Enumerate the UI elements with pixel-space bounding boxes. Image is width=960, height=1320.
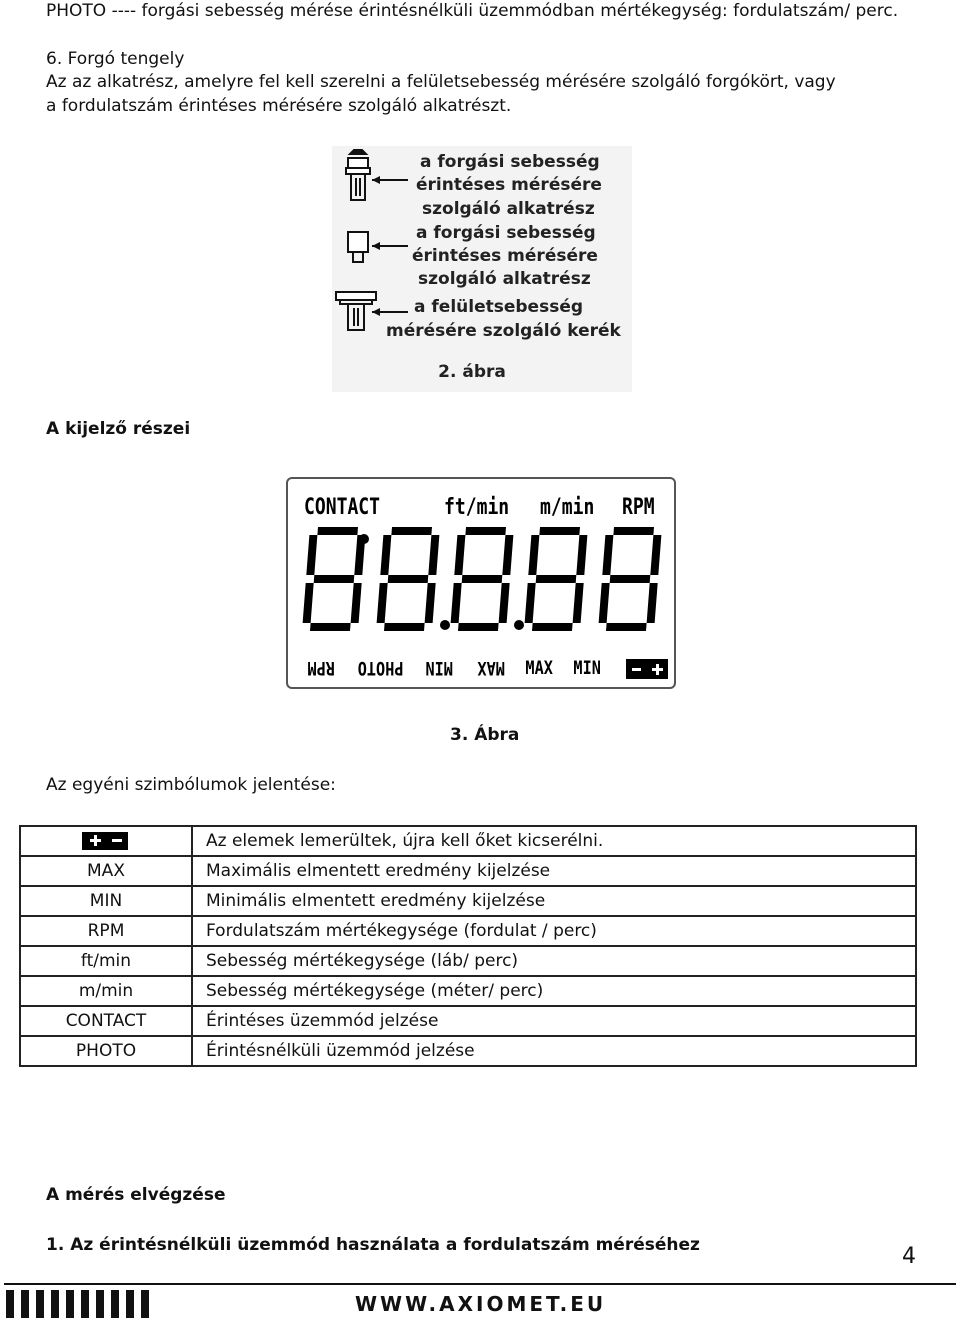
legend-symbol: PHOTO bbox=[20, 1036, 192, 1066]
lcd-battery-icon bbox=[626, 658, 670, 680]
page-number: 4 bbox=[902, 1244, 916, 1269]
table-row bbox=[20, 856, 916, 886]
lcd-label-contact: CONTACT bbox=[304, 495, 381, 520]
legend-desc: Sebesség mértékegysége (méter/ perc) bbox=[192, 976, 916, 1006]
table-row bbox=[20, 826, 916, 856]
legend-symbol: MIN bbox=[20, 886, 192, 916]
legend-desc: Érintésnélküli üzemmód jelzése bbox=[192, 1036, 916, 1066]
legend-desc: Maximális elmentett eredmény kijelzése bbox=[192, 856, 916, 886]
table-row bbox=[20, 946, 916, 976]
fig2-label-2c: szolgáló alkatrész bbox=[418, 269, 591, 289]
top-line: PHOTO ---- forgási sebesség mérése érintésnélküli üzemmódban mértékegység: fordulatszám/ perc. bbox=[46, 1, 899, 21]
symbols-heading: Az egyéni szimbólumok jelentése: bbox=[46, 775, 336, 795]
lcd-digits bbox=[302, 527, 662, 643]
fig2-label-2b: érintéses mérésére bbox=[412, 246, 598, 266]
legend-symbol: CONTACT bbox=[20, 1006, 192, 1036]
flat-tip-icon bbox=[348, 232, 368, 262]
lcd-display bbox=[286, 477, 676, 689]
footer-website: WWW.AXIOMET.EU bbox=[355, 1292, 607, 1316]
footer-divider bbox=[4, 1283, 956, 1285]
measure-heading: A mérés elvégzése bbox=[46, 1185, 226, 1205]
section-line-1: Az az alkatrész, amelyre fel kell szerelni a felületsebesség mérésére szolgáló forgókört, vagy bbox=[46, 72, 836, 92]
legend-symbol: RPM bbox=[20, 916, 192, 946]
legend-desc: Az elemek lemerültek, újra kell őket kicserélni. bbox=[192, 826, 916, 856]
display-heading: A kijelző részei bbox=[46, 419, 191, 439]
legend-desc: Sebesség mértékegysége (láb/ perc) bbox=[192, 946, 916, 976]
footer-bars-logo bbox=[6, 1290, 156, 1318]
legend-desc: Érintéses üzemmód jelzése bbox=[192, 1006, 916, 1036]
lcd-mirror-min: MIN bbox=[425, 657, 453, 679]
table-row bbox=[20, 886, 916, 916]
lcd-decimal-point bbox=[514, 620, 524, 630]
lcd-label-min: MIN bbox=[573, 657, 601, 679]
fig2-label-2a: a forgási sebesség bbox=[416, 223, 596, 243]
legend-symbol: MAX bbox=[20, 856, 192, 886]
battery-symbol-cell bbox=[20, 826, 192, 856]
fig2-label-1c: szolgáló alkatrész bbox=[422, 199, 595, 219]
lcd-mirror-max: MAX bbox=[477, 657, 505, 679]
lcd-decimal-point bbox=[440, 620, 450, 630]
lcd-mirror-photo: PHOTO bbox=[357, 657, 404, 679]
fig2-label-1a: a forgási sebesség bbox=[420, 152, 600, 172]
legend-desc: Fordulatszám mértékegysége (fordulat / perc) bbox=[192, 916, 916, 946]
section-line-2: a fordulatszám érintéses mérésére szolgáló alkatrészt. bbox=[46, 96, 512, 116]
figure-2 bbox=[332, 146, 632, 392]
table-row bbox=[20, 1006, 916, 1036]
fig2-label-3a: a felületsebesség bbox=[414, 297, 584, 317]
section-title: 6. Forgó tengely bbox=[46, 49, 185, 69]
battery-icon bbox=[82, 829, 130, 853]
lcd-label-rpm: RPM bbox=[622, 495, 655, 520]
lcd-digit bbox=[451, 527, 514, 631]
lcd-digit bbox=[303, 527, 366, 631]
table-row bbox=[20, 1036, 916, 1066]
legend-symbol: m/min bbox=[20, 976, 192, 1006]
lcd-mirror-rpm: RPM bbox=[307, 657, 335, 679]
lcd-digit bbox=[599, 527, 662, 631]
fig2-label-1b: érintéses mérésére bbox=[416, 175, 602, 195]
measure-subheading: 1. Az érintésnélküli üzemmód használata a fordulatszám méréséhez bbox=[46, 1235, 700, 1255]
lcd-label-mmin: m/min bbox=[540, 495, 595, 520]
lcd-decimal-point bbox=[359, 534, 369, 544]
wheel-icon bbox=[336, 292, 376, 330]
lcd-label-ftmin: ft/min bbox=[444, 495, 510, 520]
cone-tip-icon bbox=[346, 150, 370, 200]
symbol-legend-table bbox=[19, 825, 917, 1067]
fig2-label-3b: mérésére szolgáló kerék bbox=[386, 321, 621, 341]
table-row bbox=[20, 976, 916, 1006]
lcd-digit bbox=[525, 527, 588, 631]
fig2-caption: 2. ábra bbox=[438, 362, 506, 382]
legend-desc: Minimális elmentett eredmény kijelzése bbox=[192, 886, 916, 916]
legend-symbol: ft/min bbox=[20, 946, 192, 976]
lcd-digit bbox=[377, 527, 440, 631]
table-row bbox=[20, 916, 916, 946]
figure3-caption: 3. Ábra bbox=[450, 725, 520, 745]
lcd-label-max: MAX bbox=[525, 657, 553, 679]
